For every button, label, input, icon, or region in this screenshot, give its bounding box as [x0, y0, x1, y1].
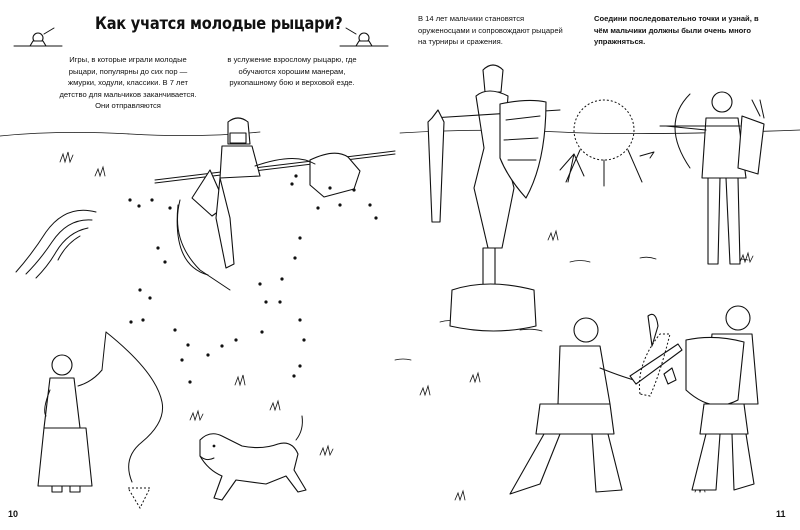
task-instruction: Соедини последовательно точки и узнай, в чём мальчики должны были очень много упражняться. — [594, 14, 759, 47]
sword-fighters-icon — [510, 306, 758, 494]
quintain-dummy-icon — [428, 65, 560, 331]
squire-paragraph: В 14 лет мальчики становятся оруженосцами и сопровождают рыцарей на турниры и сражения. — [418, 14, 563, 47]
ground-lines — [0, 130, 800, 360]
knight-banner-left-icon — [14, 28, 62, 46]
knight-banner-right-icon — [340, 28, 388, 46]
intro-paragraph: Игры, в которые играли молодые рыцари, популярны до сих пор — жмурки, ходули, классики. В 7 лет детство для мальчиков заканчивается. Они отправляются — [59, 55, 197, 111]
knight-on-horse-icon — [128, 118, 395, 384]
page-title: Как учатся молодые рыцари? — [95, 14, 343, 34]
dashed-shape-icon — [128, 488, 150, 508]
archer-icon — [660, 92, 764, 264]
dog-icon — [200, 416, 306, 500]
round-target-icon — [566, 100, 654, 186]
service-paragraph: в услужение взрослому рыцарю, где обучаются хорошим манерам, рукопашному бою и верховой езде. — [227, 55, 357, 88]
page-number-left: 10 — [8, 509, 19, 519]
page-number-right: 11 — [776, 509, 786, 519]
horse-tail-icon — [16, 210, 96, 278]
connect-dots — [128, 174, 377, 383]
girl-with-whip-icon — [38, 332, 163, 492]
